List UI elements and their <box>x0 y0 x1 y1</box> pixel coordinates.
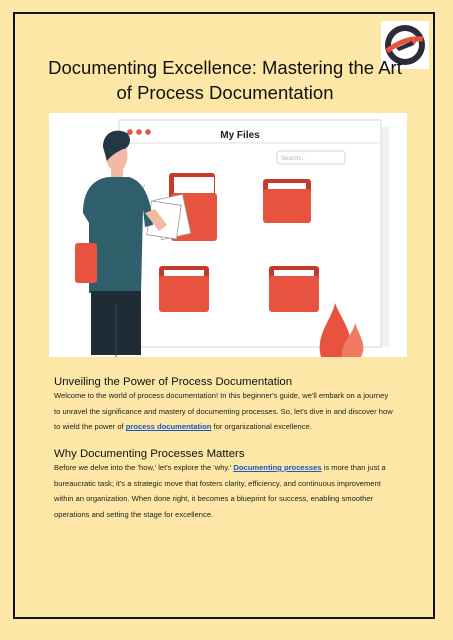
section-1-text: to wield the power of <box>54 422 126 432</box>
window-dot-2 <box>136 129 142 135</box>
section-1-line-2: to unravel the significance and mastery of documenting processes. So, let's dive in and discover how <box>54 406 393 416</box>
title-line-1: Documenting Excellence: Mastering the Art <box>48 57 402 78</box>
section-2-text: Before we delve into the 'how,' let's explore the 'why.' <box>54 463 234 472</box>
window-dot-3 <box>145 129 151 135</box>
page-title <box>40 55 410 105</box>
documenting-processes-link[interactable]: Documenting processes <box>233 463 322 472</box>
section-1-line-3 <box>54 419 399 435</box>
section-1-line-1: Welcome to the world of process documentation! In this beginner's guide, we'll embark on a journey <box>54 391 389 400</box>
section-2-line-2: bureaucratic task; it's a strategic move that fosters clarity, efficiency, and continuous improvement <box>54 478 381 488</box>
process-documentation-link[interactable]: process documentation <box>125 422 212 432</box>
section-2-line-3: within an organization. When done right, it becomes a blueprint for success, enabling smoother <box>54 494 374 504</box>
section-heading-2: Why Documenting Processes Matters <box>54 448 245 460</box>
section-2-text-end: is more than just a <box>321 463 386 472</box>
section-1-paragraph <box>54 388 399 435</box>
title-line-2: of Process Documentation <box>116 82 334 103</box>
section-2-line-4: operations and setting the stage for excellence. <box>54 509 214 519</box>
section-2-line-1 <box>54 460 399 476</box>
search-placeholder: Search... <box>281 156 306 162</box>
files-illustration <box>49 113 407 357</box>
folder-icon-bottom-right <box>269 266 319 312</box>
window-title: My Files <box>220 130 260 141</box>
hero-illustration <box>49 113 407 357</box>
section-heading-1: Unveiling the Power of Process Documentation <box>54 376 293 388</box>
folder-icon-top-right <box>263 179 311 223</box>
section-1-text-end: for organizational excellence. <box>211 422 312 432</box>
window-dot-1 <box>127 129 133 135</box>
folder-icon-bottom-left <box>159 266 209 312</box>
section-2-paragraph <box>54 460 399 522</box>
